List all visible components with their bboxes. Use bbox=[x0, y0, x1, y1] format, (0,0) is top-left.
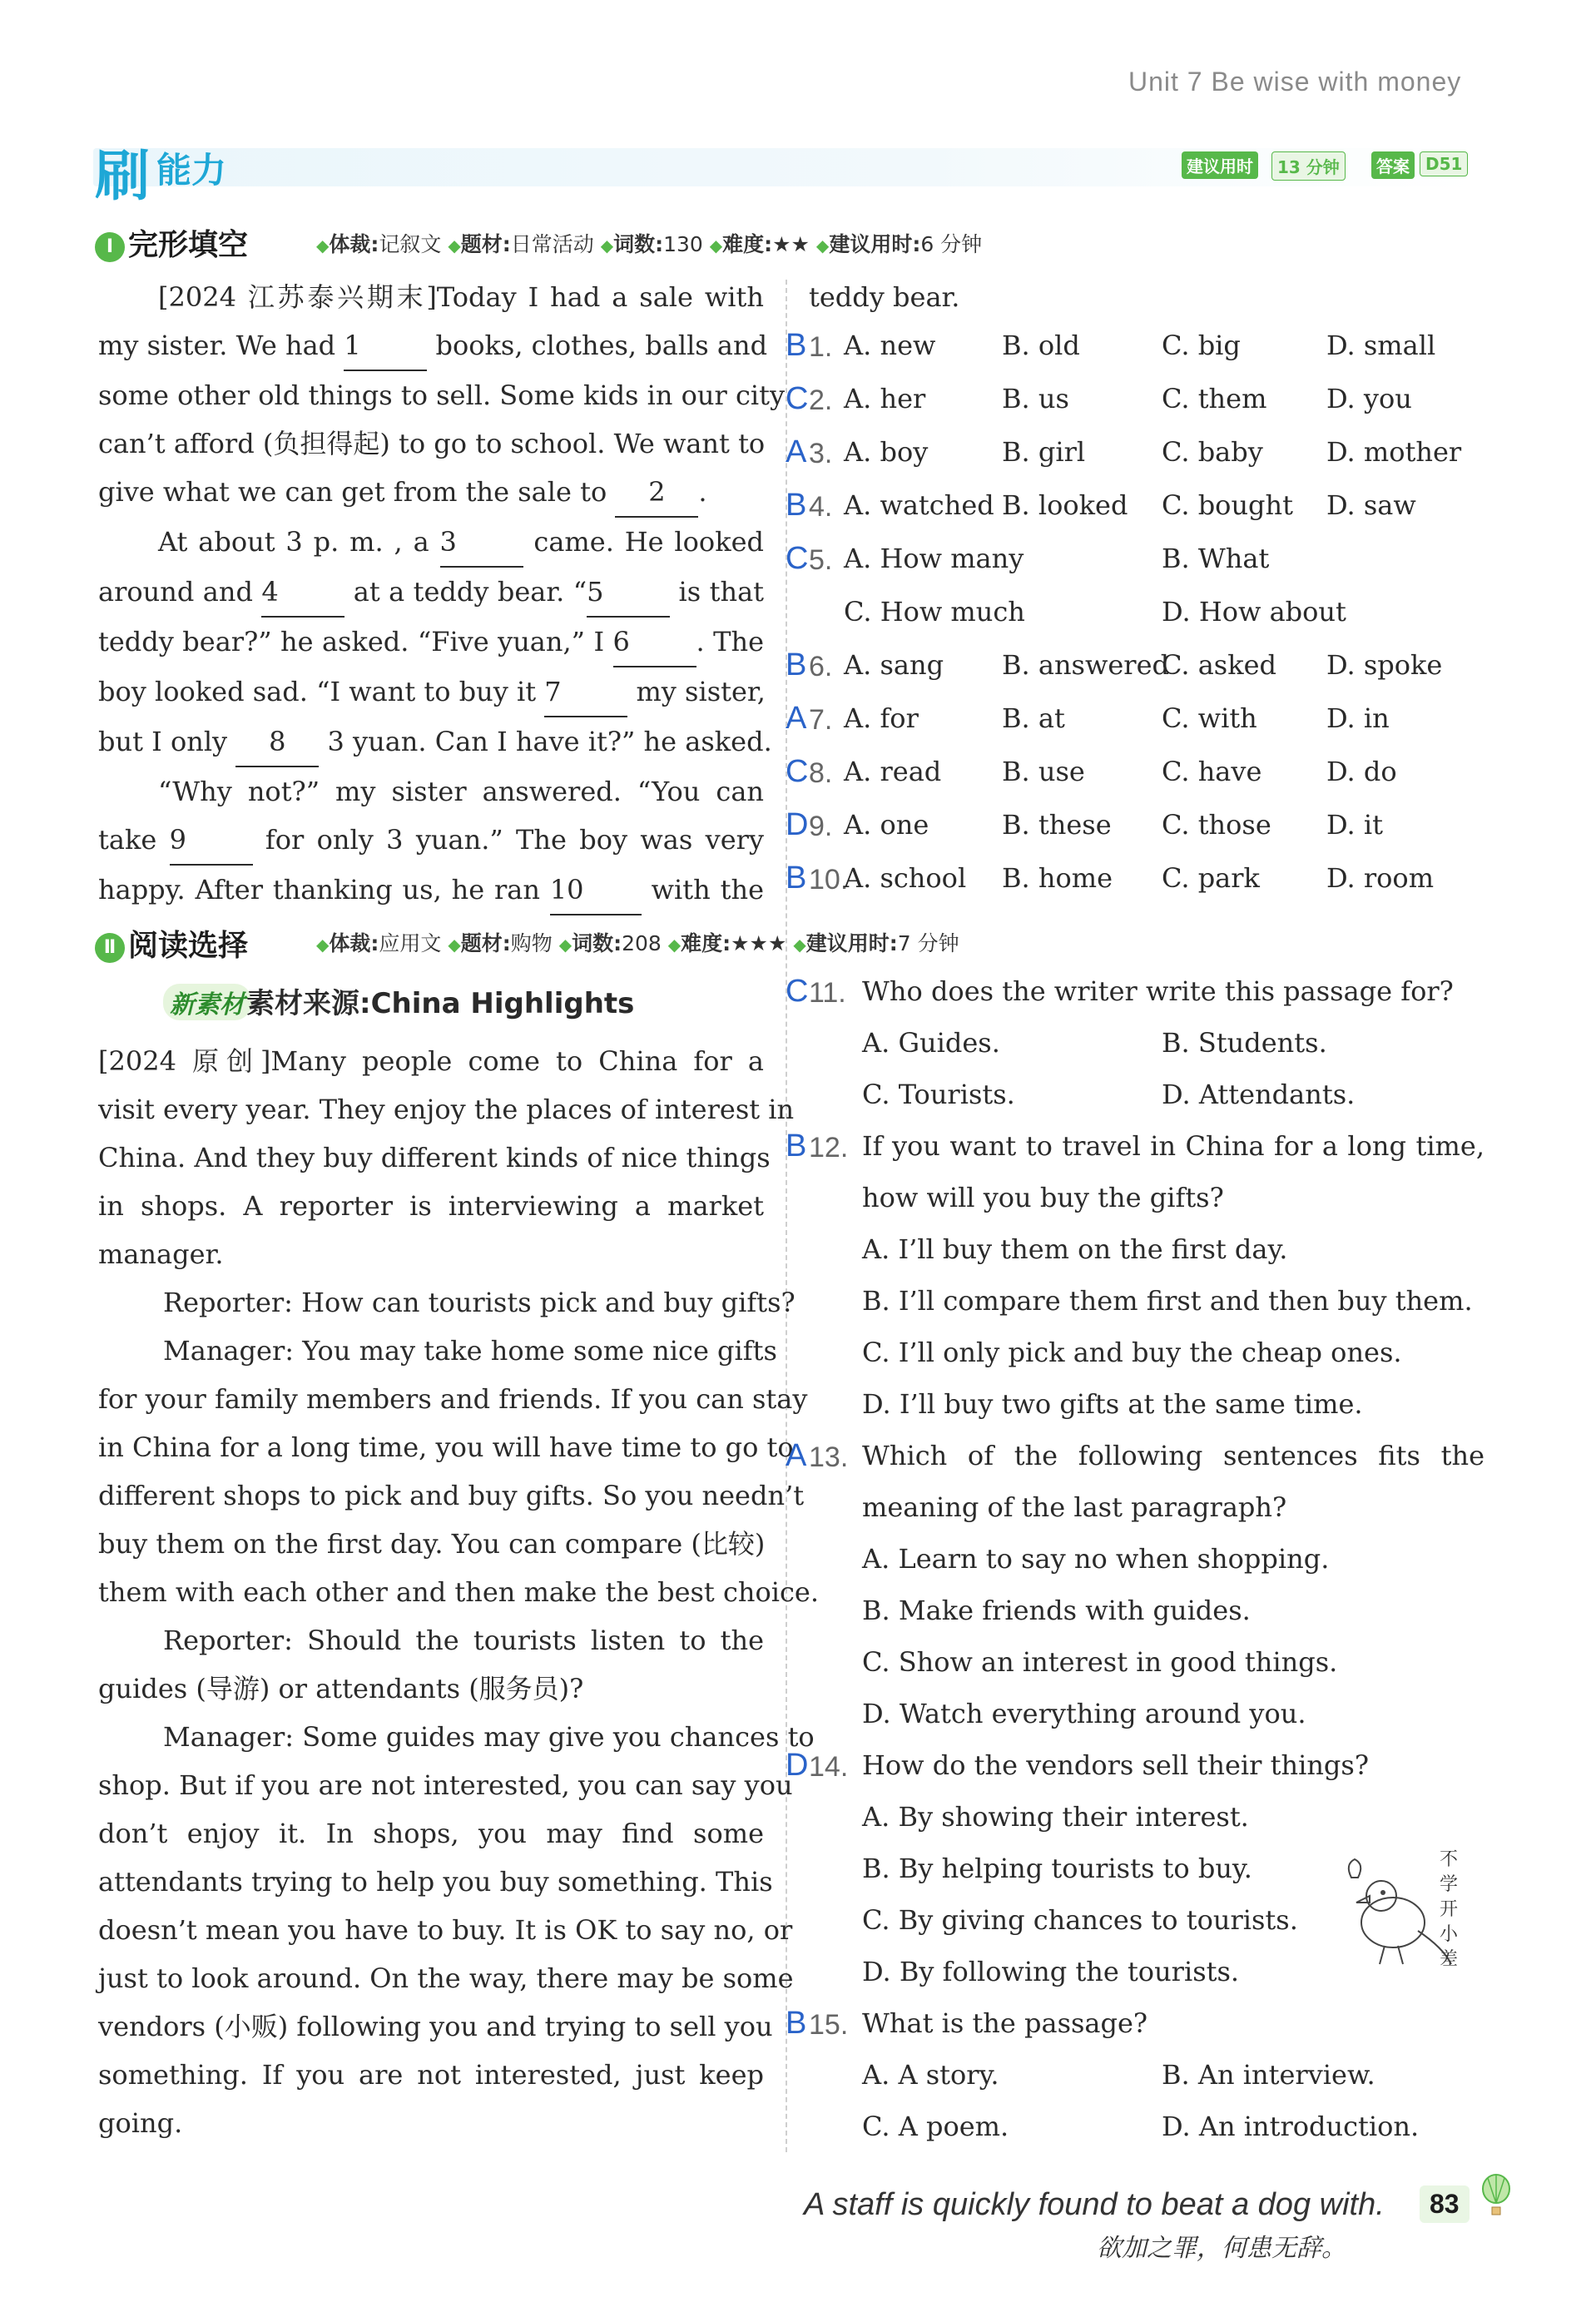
meta-value: 购物 bbox=[510, 931, 559, 955]
passage-line: some other old things to sell. Some kids in our city bbox=[98, 380, 786, 411]
question-stem bbox=[786, 1741, 1484, 1793]
option-d: D. do bbox=[1326, 756, 1397, 787]
passage-line: “Why not?” my sister answered. “You can bbox=[158, 776, 764, 807]
question-stem bbox=[786, 1999, 1484, 2051]
question-number: 7. bbox=[809, 704, 833, 736]
passage-line: my sister. We had 1 books, clothes, balls and bbox=[98, 321, 764, 371]
passage-line: don’t enjoy it. In shops, you may find some bbox=[98, 1818, 764, 1849]
cloze-question-row bbox=[786, 481, 1501, 534]
cloze-blank: 9 bbox=[170, 816, 253, 866]
stem-text: If you want to travel in China for a long time, bbox=[862, 1130, 1484, 1162]
cloze-question-row bbox=[786, 641, 1501, 694]
answer-mark: C bbox=[786, 974, 809, 1009]
question-number: 5. bbox=[809, 544, 833, 576]
cloze-question-row bbox=[786, 375, 1501, 428]
answer-mark: C bbox=[786, 754, 809, 789]
meta-dot-icon: ◆ bbox=[600, 236, 614, 256]
cloze-question-row bbox=[786, 534, 1501, 588]
option-d: D. saw bbox=[1326, 489, 1416, 521]
suggested-time-value: 13 分钟 bbox=[1271, 151, 1346, 181]
meta-dot-icon: ◆ bbox=[316, 935, 330, 955]
option-b: B. us bbox=[1002, 383, 1069, 414]
cloze-blank: 2 bbox=[615, 468, 698, 518]
stem-text: how will you buy the gifts? bbox=[862, 1182, 1224, 1213]
meta-dot-icon: ◆ bbox=[558, 935, 572, 955]
option-row bbox=[786, 2102, 1484, 2154]
brand-main: 刷 bbox=[95, 144, 150, 208]
question-number: 3. bbox=[809, 438, 833, 469]
question-stem bbox=[786, 1483, 1484, 1535]
answer-mark: A bbox=[786, 434, 807, 469]
meta-value: 记叙文 bbox=[379, 232, 449, 256]
option-c: C. with bbox=[1162, 702, 1257, 734]
question-number: 12. bbox=[809, 1132, 849, 1163]
option-b: B. old bbox=[1002, 330, 1080, 361]
answer-mark: A bbox=[786, 1438, 807, 1473]
option-c: C. Tourists. bbox=[862, 1079, 1015, 1110]
cloze-questions bbox=[786, 321, 1501, 907]
passage-line: buy them on the first day. You can compare (比较) bbox=[98, 1528, 766, 1560]
option-d: D. Attendants. bbox=[1162, 1079, 1356, 1110]
section2-heading bbox=[95, 922, 248, 965]
passage-line: can’t afford (负担得起) to go to school. We want to bbox=[98, 428, 766, 459]
passage-line: doesn’t mean you have to buy. It is OK to say no, or bbox=[98, 1914, 793, 1946]
meta-dot-icon: ◆ bbox=[448, 236, 461, 256]
answer-mark: B bbox=[786, 488, 807, 523]
option-d: D. I’ll buy two gifts at the same time. bbox=[862, 1388, 1363, 1420]
option-b: B. I’ll compare them first and then buy them. bbox=[862, 1285, 1473, 1317]
stem-text: Which of the following sentences fits the bbox=[862, 1440, 1484, 1471]
meta-label: 建议用时: bbox=[829, 232, 921, 256]
question-stem bbox=[786, 1431, 1484, 1483]
option-c: C. big bbox=[1162, 330, 1241, 361]
unit-title: Unit 7 Be wise with money bbox=[1128, 67, 1462, 97]
section2-meta bbox=[316, 927, 959, 957]
option-c: C. A poem. bbox=[862, 2111, 1009, 2142]
option-b: B. answered bbox=[1002, 649, 1170, 681]
option-b: B. use bbox=[1002, 756, 1085, 787]
passage-line: around and 4 at a teddy bear. “5 is that bbox=[98, 568, 764, 618]
answer-mark: C bbox=[786, 381, 809, 416]
answer-mark: D bbox=[786, 1748, 809, 1783]
answer-page-ref: D51 bbox=[1420, 151, 1468, 176]
cloze-continuation: teddy bear. bbox=[809, 281, 960, 313]
option-row bbox=[786, 1019, 1484, 1070]
option-a: A. boy bbox=[844, 436, 929, 468]
passage-line: happy. After thanking us, he ran 10 with the bbox=[98, 866, 764, 915]
passage-line: boy looked sad. “I want to buy it 7 my sister, bbox=[98, 667, 764, 717]
answer-mark: D bbox=[786, 807, 809, 842]
option-d: D. small bbox=[1326, 330, 1436, 361]
passage-line: Manager: You may take home some nice gifts bbox=[163, 1335, 777, 1367]
mascot-caption: 不学开小差 bbox=[1440, 1849, 1459, 1970]
meta-value: 7 分钟 bbox=[897, 931, 959, 955]
option-a: A. for bbox=[844, 702, 919, 734]
passage-line: shop. But if you are not interested, you can say you bbox=[98, 1769, 793, 1801]
meta-dot-icon: ◆ bbox=[815, 236, 830, 256]
cloze-blank: 5 bbox=[587, 568, 670, 618]
passage-line: At about 3 p. m. , a 3 came. He looked bbox=[98, 518, 764, 568]
option-d: D. An introduction. bbox=[1162, 2111, 1420, 2142]
passage-line: attendants trying to help you buy something. This bbox=[98, 1866, 773, 1898]
meta-value: 应用文 bbox=[379, 931, 449, 955]
material-pill: 新素材 bbox=[163, 984, 251, 1020]
meta-label: 词数: bbox=[613, 232, 664, 256]
question-number: 11. bbox=[809, 977, 846, 1009]
passage-line: take 9 for only 3 yuan.” The boy was very bbox=[98, 816, 764, 866]
cloze-passage bbox=[98, 273, 786, 915]
passage-line: but I only 8 3 yuan. Can I have it?” he asked. bbox=[98, 717, 764, 767]
cloze-blank: 7 bbox=[544, 667, 627, 717]
answer-mark: A bbox=[786, 701, 807, 736]
meta-value: 日常活动 bbox=[510, 232, 601, 256]
option-d: D. Watch everything around you. bbox=[862, 1698, 1306, 1729]
passage-line: for your family members and friends. If you can stay bbox=[98, 1383, 808, 1415]
cloze-question-row bbox=[786, 854, 1501, 907]
footer-proverb-english: A staff is quickly found to beat a dog with. bbox=[804, 2187, 1385, 2222]
option-b: B. By helping tourists to buy. bbox=[862, 1853, 1252, 1884]
option-c: C. bought bbox=[1162, 489, 1293, 521]
option-a: A. By showing their interest. bbox=[862, 1801, 1249, 1833]
option-b: B. An interview. bbox=[1162, 2059, 1375, 2091]
passage-line: Reporter: Should the tourists listen to the bbox=[163, 1625, 764, 1656]
option-d: D. mother bbox=[1326, 436, 1462, 468]
meta-value: 130 bbox=[663, 232, 710, 256]
option-a: A. How many bbox=[844, 543, 1024, 574]
passage-line: going. bbox=[98, 2107, 183, 2139]
section1-title: 完形填空 bbox=[128, 228, 249, 262]
passage-line: manager. bbox=[98, 1238, 224, 1270]
passage-line: guides (导游) or attendants (服务员)? bbox=[98, 1673, 584, 1704]
option-c: C. park bbox=[1162, 862, 1260, 894]
stem-text: How do the vendors sell their things? bbox=[862, 1749, 1369, 1781]
option-a: A. Guides. bbox=[862, 1027, 1000, 1059]
answer-mark: C bbox=[786, 541, 809, 576]
reading-questions bbox=[786, 967, 1484, 2154]
question-stem bbox=[786, 1122, 1484, 1173]
meta-value: 6 分钟 bbox=[920, 232, 983, 256]
question-number: 1. bbox=[809, 331, 833, 363]
cloze-blank: 6 bbox=[613, 618, 696, 667]
cloze-question-row bbox=[786, 801, 1501, 854]
footer-proverb-chinese: 欲加之罪，何患无辞。 bbox=[1097, 2234, 1346, 2263]
option-c: C. those bbox=[1162, 809, 1271, 841]
suggested-time-tag: 建议用时 bbox=[1182, 151, 1258, 179]
passage-line: something. If you are not interested, just keep bbox=[98, 2059, 764, 2091]
option-a: A. A story. bbox=[862, 2059, 999, 2091]
passage-line: in shops. A reporter is interviewing a market bbox=[98, 1190, 764, 1222]
reading-passage bbox=[98, 1037, 820, 2147]
passage-line: give what we can get from the sale to 2 . bbox=[98, 468, 764, 518]
passage-line: Manager: Some guides may give you chances to bbox=[163, 1721, 815, 1753]
passage-line: China. And they buy different kinds of nice things bbox=[98, 1142, 771, 1173]
cloze-question-row bbox=[786, 428, 1501, 481]
answer-mark: B bbox=[786, 647, 807, 682]
meta-label: 题材: bbox=[460, 232, 511, 256]
option-a: A. new bbox=[844, 330, 936, 361]
passage-line: vendors (小贩) following you and trying to sell you bbox=[98, 2011, 773, 2042]
option-b: B. Make friends with guides. bbox=[862, 1595, 1251, 1626]
option-c: C. have bbox=[1162, 756, 1262, 787]
balloon-icon bbox=[1480, 2174, 1513, 2217]
option-b: B. girl bbox=[1002, 436, 1086, 468]
question-number: 9. bbox=[809, 811, 833, 842]
option-d: D. room bbox=[1326, 862, 1435, 894]
option-a: A. sang bbox=[844, 649, 944, 681]
option-d: D. spoke bbox=[1326, 649, 1443, 681]
passage-line: just to look around. On the way, there may be some bbox=[98, 1962, 794, 1994]
passage-line: [2024 原创]Many people come to China for a bbox=[98, 1045, 764, 1077]
question-number: 10. bbox=[809, 864, 849, 896]
option-b: B. at bbox=[1002, 702, 1065, 734]
section2-number: Ⅱ bbox=[95, 933, 125, 963]
meta-label: 难度: bbox=[722, 232, 773, 256]
passage-line: them with each other and then make the best choice. bbox=[98, 1576, 820, 1608]
option-d: D. you bbox=[1326, 383, 1412, 414]
brand-sub: 能力 bbox=[156, 150, 227, 191]
stem-text: What is the passage? bbox=[862, 2007, 1148, 2039]
stem-text: Who does the writer write this passage for? bbox=[862, 975, 1454, 1007]
answer-tag: 答案 bbox=[1371, 151, 1415, 179]
meta-dot-icon: ◆ bbox=[667, 935, 682, 955]
meta-value: 208 bbox=[622, 931, 668, 955]
meta-value: ★★★ bbox=[731, 931, 794, 955]
question-number: 13. bbox=[809, 1441, 849, 1473]
question-number: 15. bbox=[809, 2009, 849, 2041]
option-a: A. Learn to say no when shopping. bbox=[862, 1543, 1330, 1575]
meta-dot-icon: ◆ bbox=[709, 236, 723, 256]
meta-label: 体裁: bbox=[329, 232, 379, 256]
meta-label: 词数: bbox=[572, 931, 622, 955]
question-stem bbox=[786, 1173, 1484, 1225]
question-number: 4. bbox=[809, 491, 833, 523]
section1-heading bbox=[95, 221, 248, 264]
cloze-question-row bbox=[786, 747, 1501, 801]
option-c: C. How much bbox=[844, 596, 1025, 628]
meta-dot-icon: ◆ bbox=[448, 935, 461, 955]
meta-label: 难度: bbox=[681, 931, 731, 955]
answer-mark: B bbox=[786, 1129, 807, 1163]
option-c: C. I’ll only pick and buy the cheap ones. bbox=[862, 1337, 1402, 1368]
meta-value: ★★ bbox=[772, 232, 816, 256]
passage-line: Reporter: How can tourists pick and buy gifts? bbox=[163, 1287, 796, 1318]
answer-mark: B bbox=[786, 861, 807, 896]
option-a: A. her bbox=[844, 383, 926, 414]
option-b: B. home bbox=[1002, 862, 1113, 894]
option-b: B. What bbox=[1162, 543, 1270, 574]
option-a: A. one bbox=[844, 809, 929, 841]
section1-meta bbox=[316, 228, 982, 258]
cloze-question-row bbox=[786, 694, 1501, 747]
cloze-blank: 10 bbox=[550, 866, 642, 915]
cloze-blank: 4 bbox=[261, 568, 344, 618]
question-number: 14. bbox=[809, 1751, 849, 1783]
meta-label: 体裁: bbox=[329, 931, 379, 955]
option-d: D. By following the tourists. bbox=[862, 1956, 1240, 1987]
passage-line: different shops to pick and buy gifts. So you needn’t bbox=[98, 1480, 805, 1511]
option-row bbox=[786, 2051, 1484, 2102]
option-a: A. I’ll buy them on the first day. bbox=[862, 1233, 1288, 1265]
passage-line: [2024 江苏泰兴期末]Today I had a sale with bbox=[158, 281, 764, 313]
section2-title: 阅读选择 bbox=[128, 929, 249, 963]
option-b: B. looked bbox=[1002, 489, 1128, 521]
option-a: A. school bbox=[844, 862, 967, 894]
option-d: D. How about bbox=[1162, 596, 1346, 628]
cloze-question-row bbox=[786, 588, 1501, 641]
option-c: C. asked bbox=[1162, 649, 1276, 681]
answer-mark: B bbox=[786, 2006, 807, 2041]
meta-dot-icon: ◆ bbox=[316, 236, 330, 256]
option-a: A. watched bbox=[844, 489, 994, 521]
question-number: 6. bbox=[809, 651, 833, 682]
cloze-blank: 3 bbox=[440, 518, 523, 568]
option-d: D. it bbox=[1326, 809, 1383, 841]
option-b: B. Students. bbox=[1162, 1027, 1327, 1059]
meta-label: 题材: bbox=[460, 931, 511, 955]
passage-line: teddy bear?” he asked. “Five yuan,” I 6 . The bbox=[98, 618, 764, 667]
meta-label: 建议用时: bbox=[805, 931, 898, 955]
option-c: C. them bbox=[1162, 383, 1267, 414]
header-band bbox=[93, 148, 1475, 186]
section1-number: Ⅰ bbox=[95, 232, 125, 262]
passage-line: in China for a long time, you will have time to go to bbox=[98, 1431, 794, 1463]
stem-text: meaning of the last paragraph? bbox=[862, 1491, 1287, 1523]
page-number: 83 bbox=[1420, 2185, 1470, 2223]
option-a: A. read bbox=[844, 756, 942, 787]
meta-dot-icon: ◆ bbox=[793, 935, 806, 955]
option-c: C. baby bbox=[1162, 436, 1263, 468]
option-c: C. Show an interest in good things. bbox=[862, 1646, 1338, 1678]
option-d: D. in bbox=[1326, 702, 1390, 734]
cloze-blank: 1 bbox=[344, 321, 427, 371]
material-source: 素材来源:China Highlights bbox=[246, 987, 635, 1020]
option-c: C. By giving chances to tourists. bbox=[862, 1904, 1298, 1936]
answer-mark: B bbox=[786, 328, 807, 363]
cloze-question-row bbox=[786, 321, 1501, 375]
question-stem bbox=[786, 967, 1484, 1019]
question-number: 8. bbox=[809, 757, 833, 789]
question-number: 2. bbox=[809, 385, 833, 416]
option-row bbox=[786, 1070, 1484, 1122]
passage-line: visit every year. They enjoy the places of interest in bbox=[98, 1094, 795, 1125]
option-b: B. these bbox=[1002, 809, 1112, 841]
cloze-blank: 8 bbox=[235, 717, 319, 767]
